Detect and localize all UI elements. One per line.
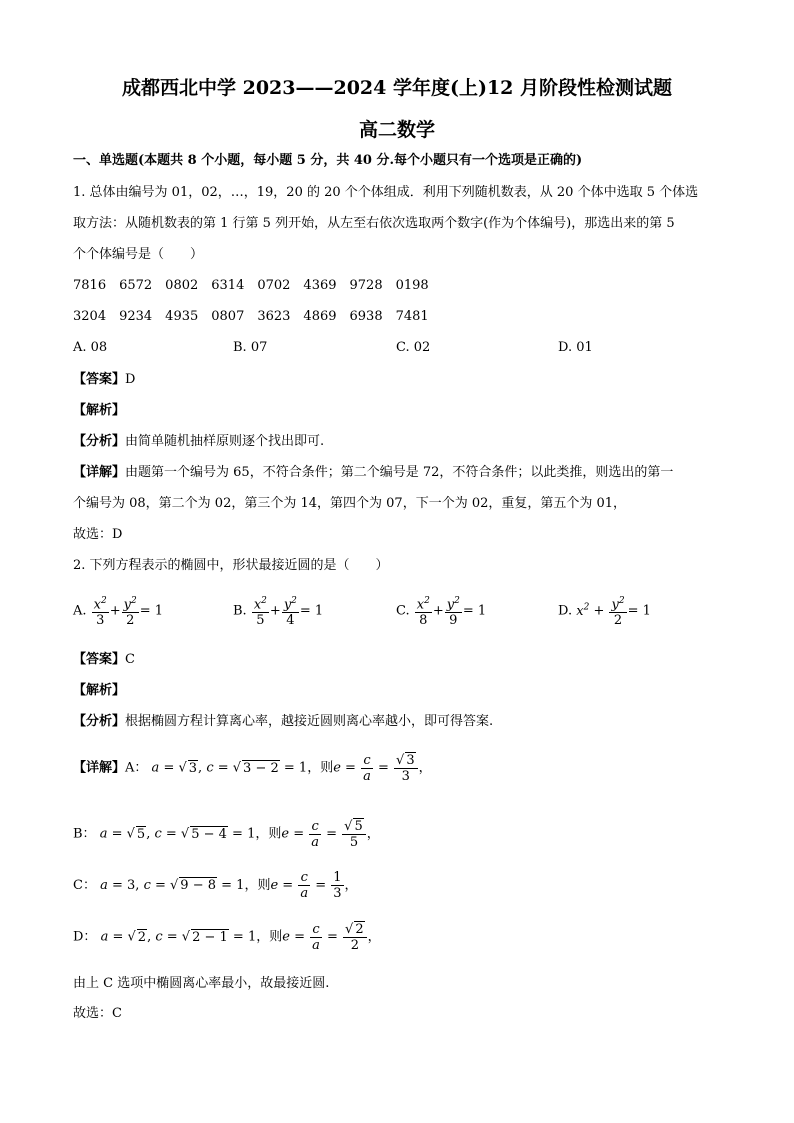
option-label: C. <box>396 603 410 619</box>
q1-option-a: A. 08 <box>73 340 108 355</box>
fraction: $\frac{c}{a}$ <box>363 752 371 784</box>
q2-detail-b: B： a = √ 5, c = √ 5 − 4 = 1，则e = $\frac{c}{a}$ = $\frac{√ 5}{5}$ ， <box>73 818 380 850</box>
fraction: $\frac{y^2}{2}$ <box>611 596 625 629</box>
q2-fenxi <box>73 713 493 731</box>
q2-answer <box>73 651 135 669</box>
page-subtitle: 高二数学 <box>358 119 435 141</box>
analysis-tag: 【解析】 <box>73 403 126 418</box>
option-label: A. <box>73 603 87 619</box>
q1-xiangjie-line1 <box>73 464 673 482</box>
fraction: $\frac{√ 5}{5}$ <box>342 818 366 850</box>
q2-option-d: D. $x^2$ + $\frac{y^2}{2}$ = 1 <box>558 596 651 629</box>
fraction: $\frac{√ 2}{2}$ <box>343 921 367 953</box>
option-label: B. <box>233 603 247 619</box>
section-heading: 一、单选题(本题共 8 个小题，每小题 5 分，共 40 分.每个小题只有一个选项是正确的) <box>73 153 583 168</box>
analysis-tag: 【解析】 <box>73 683 126 698</box>
q1-option-d: D. 01 <box>558 340 593 355</box>
fraction: $\frac{x^2}{3}$ <box>93 596 107 629</box>
answer-value: C <box>125 652 135 667</box>
q2-detail-c: C： a = 3, c = √ 9 − 8 = 1，则e = $\frac{c}{a}$ = $\frac{1}{3}$ ， <box>73 870 358 901</box>
answer-tag: 【答案】 <box>73 372 126 387</box>
answer-tag: 【答案】 <box>73 652 126 667</box>
q2-stem: 2. 下列方程表示的椭圆中，形状最接近圆的是（ ） <box>73 558 389 573</box>
fraction: $\frac{x^2}{8}$ <box>416 596 430 629</box>
fraction: $\frac{√ 3}{3}$ <box>394 752 418 784</box>
fenxi-tag: 【分析】 <box>73 714 126 729</box>
fenxi-text: 根据椭圆方程计算离心率，越接近圆则离心率越小，即可得答案. <box>125 714 494 729</box>
option-label: D. <box>558 603 573 619</box>
answer-value: D <box>125 372 136 387</box>
fraction: $\frac{c}{a}$ <box>300 870 309 901</box>
q1-stem-line1: 1. 总体由编号为 01，02，…，19，20 的 20 个个体组成．利用下列随机数表，从 20 个体中选取 5 个体选 <box>73 185 699 200</box>
q1-option-b: B. 07 <box>233 340 268 355</box>
fraction: $\frac{y^2}{9}$ <box>446 596 460 629</box>
q2-detail-d: D： a = √ 2, c = √ 2 − 1 = 1，则e = $\frac{c}{a}$ = $\frac{√ 2}{2}$ ， <box>73 921 381 953</box>
page-title: 成都西北中学 2023——2024 学年度(上)12 月阶段性检测试题 <box>121 77 673 99</box>
xiangjie-text: 由题第一个编号为 65，不符合条件；第二个编号是 72，不符合条件；以此类推，则选出的第一 <box>125 465 674 480</box>
q2-option-b: B. $\frac{x^2}{5}$ + $\frac{y^2}{4}$ = 1 <box>233 596 324 629</box>
q2-analysis-tag <box>73 682 125 700</box>
fraction: $\frac{y^2}{4}$ <box>283 596 297 629</box>
q1-analysis-tag <box>73 402 125 420</box>
q1-random-row-2: 3204 9234 4935 0807 3623 4869 6938 7481 <box>73 309 429 324</box>
fraction: $\frac{y^2}{2}$ <box>123 596 137 629</box>
xiangjie-tag: 【详解】 <box>73 760 126 776</box>
q1-fenxi <box>73 433 324 451</box>
fraction: $\frac{1}{3}$ <box>333 870 342 901</box>
q2-detail-a: 【详解】A： a = √ 3, c = √ 3 − 2 = 1，则e = $\frac{c}{a}$ = $\frac{√ 3}{3}$ ， <box>73 752 432 784</box>
q1-random-row-1: 7816 6572 0802 6314 0702 4369 9728 0198 <box>73 278 429 293</box>
q2-option-c: C. $\frac{x^2}{8}$ + $\frac{y^2}{9}$ = 1 <box>396 596 487 629</box>
fraction: $\frac{x^2}{5}$ <box>253 596 267 629</box>
fraction: $\frac{c}{a}$ <box>311 818 319 850</box>
q1-conclusion: 故选：D <box>73 527 123 542</box>
q2-summary: 由上 C 选项中椭圆离心率最小，故最接近圆. <box>73 976 330 991</box>
q1-stem-line3: 个个体编号是（ ） <box>73 247 204 262</box>
fenxi-tag: 【分析】 <box>73 434 126 449</box>
q1-stem-line2: 取方法：从随机数表的第 1 行第 5 列开始，从左至右依次选取两个数字(作为个体编号)，那选出来的第 5 <box>73 216 675 231</box>
q1-answer <box>73 371 135 389</box>
fraction: $\frac{c}{a}$ <box>312 921 320 953</box>
fenxi-text: 由简单随机抽样原则逐个找出即可. <box>125 434 325 449</box>
q2-conclusion: 故选：C <box>73 1006 122 1021</box>
q2-option-a: A. $\frac{x^2}{3}$ + $\frac{y^2}{2}$ = 1 <box>73 596 164 629</box>
q1-option-c: C. 02 <box>396 340 431 355</box>
xiangjie-tag: 【详解】 <box>73 465 126 480</box>
q1-xiangjie-line2: 个编号为 08，第二个为 02，第三个为 14，第四个为 07，下一个为 02，重复，第五个为 01， <box>73 496 627 511</box>
